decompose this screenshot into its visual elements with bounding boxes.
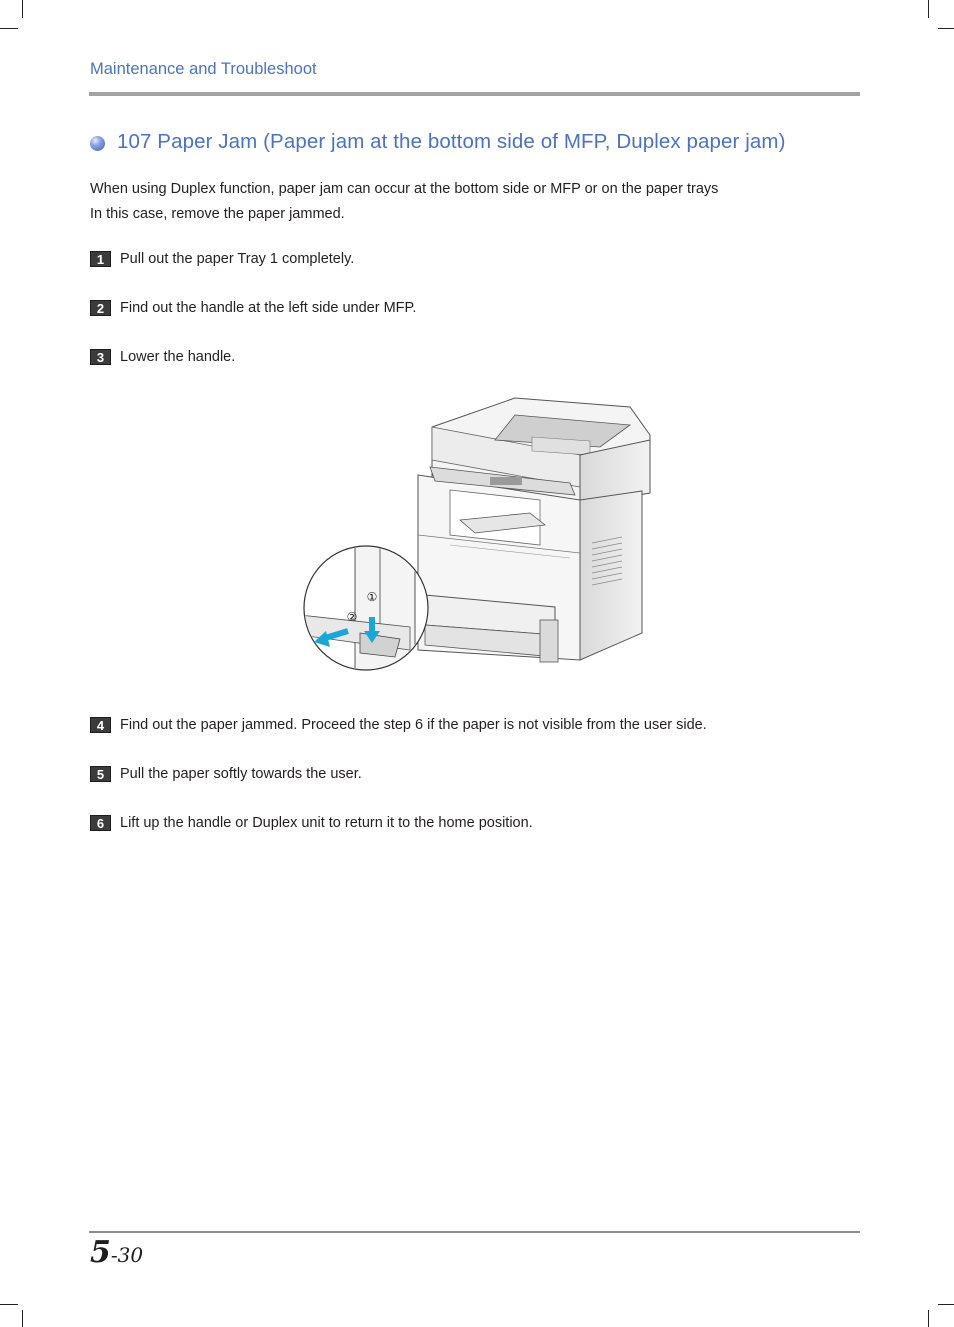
crop-mark: [22, 1310, 23, 1327]
section-title-row: [90, 130, 786, 154]
step-6: [90, 815, 533, 831]
crop-mark: [938, 28, 954, 29]
intro-line-1: When using Duplex function, paper jam can occur at the bottom side or MFP or on the paper trays: [90, 181, 719, 197]
intro-line-2: In this case, remove the paper jammed.: [90, 206, 345, 222]
header-divider: [89, 92, 860, 96]
crop-mark: [928, 0, 929, 18]
step-number-badge: 3: [90, 349, 111, 365]
callout-1: ①: [366, 590, 378, 604]
step-number-badge: 6: [90, 815, 111, 831]
printer-illustration: [300, 395, 655, 675]
callout-2: ②: [346, 610, 358, 624]
step-text: Find out the paper jammed. Proceed the step 6 if the paper is not visible from the user side.: [120, 717, 707, 733]
printer-drawing: [300, 395, 655, 675]
step-text: Lower the handle.: [120, 349, 236, 365]
step-number-badge: 4: [90, 717, 111, 733]
page-title: 107 Paper Jam (Paper jam at the bottom side of MFP, Duplex paper jam): [117, 130, 786, 153]
step-3: [90, 349, 235, 365]
crop-mark: [0, 1304, 18, 1305]
bullet-icon: [90, 136, 105, 151]
step-1: [90, 251, 354, 267]
intro-paragraph: [90, 177, 718, 227]
step-text: Lift up the handle or Duplex unit to return it to the home position.: [120, 815, 533, 831]
step-number-badge: 2: [90, 300, 111, 316]
crop-mark: [928, 1310, 929, 1327]
footer-divider: [89, 1231, 860, 1233]
step-2: [90, 300, 416, 316]
step-text: Pull out the paper Tray 1 completely.: [120, 251, 355, 267]
step-text: Pull the paper softly towards the user.: [120, 766, 362, 782]
step-5: [90, 766, 362, 782]
page-sub-number: -30: [110, 1243, 144, 1267]
step-number-badge: 5: [90, 766, 111, 782]
step-number-badge: 1: [90, 251, 111, 267]
crop-mark: [22, 0, 23, 18]
crop-mark: [938, 1304, 954, 1305]
crop-mark: [0, 28, 18, 29]
page-chapter-number: 5: [90, 1235, 111, 1270]
step-4: [90, 717, 707, 733]
page-number: [90, 1235, 143, 1270]
section-header: Maintenance and Troubleshoot: [90, 60, 317, 78]
step-text: Find out the handle at the left side under MFP.: [120, 300, 417, 316]
